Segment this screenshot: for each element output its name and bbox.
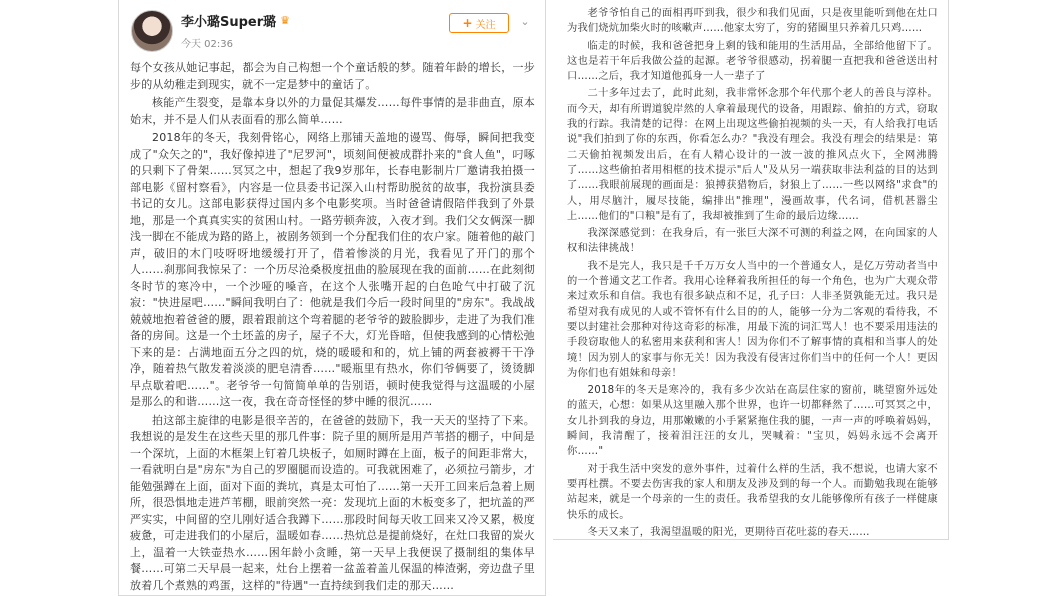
post-paragraph: 2018年的冬天，我刻骨铭心，网络上那铺天盖地的谩骂、侮辱，瞬间把我变成了"众矢之的"，我好像掉进了"尼罗河"，顷刻间便被成群扑来的"食人鱼"，叼啄的只剩下了骨架……冥冥之中，想起了我9岁那年，长春电影制片厂邀请我拍摄一部电影《留村察看》，内容是一位县委书记深入山村帮助脱贫的故事，我扮演县委书记的女儿。这部电影获得过国内多个电影奖项。当时爸爸请假陪伴我到了外景地，那是一个真真实实的贫困山村。一路劳顿奔波，入夜才到。我们父女俩深一脚浅一脚在不能成为路的路上，被剧务领到一个分配我们住的农户家。随着他的敲门声，破旧的木门吱呀呀地缓缓打开了，借着惨淡的月光，我看见了开门的那个人……刹那间我惊呆了：一个历尽沧桑极度扭曲的脸展现在我的面前……在此刻彻冬时节的寒冷中，一个沙哑的嗓音，在这个人张嘴开起的白色呛气中打破了沉寂："快进屋吧……"瞬间我明白了：他就是我们今后一段时间里的"房东"。我战战兢兢地抱着爸爸的腰，跟着跟前这个弯着腿的老爷爷的跛脸脚步，走进了为我们准备的房间。这是一个土坯盖的房子，屋子不大，灯光昏暗，但使我感到的心情松弛下来的是：占满地面五分之四的炕，烧的暖暖和和的，炕上铺的两套被褥干干净净，随着热气散发着淡淡的肥皂清香……"暖瓶里有热水，你们爷俩要了，烫烫脚早点歇着吧……"。老爷爷一句简简单单的告别语，顿时使我觉得与这温暖的小屋是那么的和谐……这一夜，我在奇奇怪怪的梦中睡的很沉……: [130, 131, 535, 408]
post-paragraph: 二十多年过去了，此时此刻，我非常怀念那个年代那个老人的善良与淳朴。而今天，却有所谓道貌岸然的人拿着最现代的设备，用跟踪、偷拍的方式，窃取我的行踪。我清楚的记得：在网上出现这些偷拍视频的头一天，有人给我打电话说"我们拍到了你的东西，你看怎么办？"我没有理会。我没有理会的结果是：第二天偷拍视频发出后，在有人精心设计的一波一波的推风点火下，全网沸腾了……这些偷拍者用相框的技术提示"后人"及从另一端获取非法利益的目的达到了……我眼前展现的画面是：狼搏获猎物后，豺狼上了……一些以网络"求食"的人，用尽脑汁，履尽技能，编排出"推理"，漫画故事，代名词，借机甚嚣尘上……他们的"口粮"是有了，我却被推到了生命的最后边缘……: [567, 87, 938, 222]
chevron-down-icon[interactable]: ⌄: [520, 14, 530, 28]
post-paragraph: 拍这部主旋律的电影是很辛苦的，在爸爸的鼓励下，我一天天的坚持了下来。我想说的是发生在这些天里的那几件事：院子里的厕所是用芦苇搭的棚子，中间是一个深坑，上面的木框架上钉着几块板子，如厕时蹲在上面，板子的间距非常大，一看就明白是"房东"为自己的罗圈腿而设造的。可我就困难了，必须拉弓箭步，才能勉强蹲在上面，面对下面的粪坑，真是太可怕了……第一天开工回来后急着上厕所，很恐惧地走进芦苇棚，眼前突然一亮：发现坑上面的木板变多了，把坑盖的严严实实，中间留的空儿刚好适合我蹲下……那段时间每天收工回来又冷又累，极度疲惫，可走进我们的小屋后，温暖如春……热炕总是提前烧好，在灶口我留的炭火上，温着一大铁壶热水……困年龄小贪睡，第一天早上我便误了摄制组的集体早餐……可第二天早晨一起来，灶台上摆着一盆盖着盖儿保温的棒渣粥，旁边盘子里放着几个煮熟的鸡蛋，这样的"待遇"一直持续到我们走的那天……: [130, 413, 535, 592]
author-name[interactable]: [181, 11, 290, 30]
post-body-left: [119, 60, 545, 594]
crown-icon: ♛: [280, 14, 291, 27]
post-time[interactable]: 今天 02:36: [181, 39, 233, 50]
post-body-right: [553, 0, 948, 540]
post-paragraph: 对于我生活中突发的意外事件，过着什么样的生活，我不想说，也请大家不要再杜撰。不要去伤害我的家人和朋友及涉及到的每一个人。而勤勉我现在能够站起来，就是一个母亲的一生的责任。我希望我的女儿能够像所有孩子一样健康快乐的成长。: [567, 462, 938, 521]
plus-icon: +: [462, 16, 473, 30]
post-column-right: [553, 0, 949, 540]
post-paragraph: 临走的时候，我和爸爸把身上剩的钱和能用的生活用品，全部给他留下了。这也是若干年后我做公益的起源。老爷爷很感动，拐着腿一直把我和爸爸送出村口……之后，我才知道他孤身一人一辈子了: [567, 39, 938, 83]
follow-label: 关注: [475, 19, 496, 31]
follow-button[interactable]: [449, 13, 509, 33]
post-paragraph: 每个女孩从她记事起，都会为自己构想一个个童话般的梦。随着年龄的增长，一步步的从幼稚走到现实，就不一定是梦中的童话了。: [130, 61, 535, 91]
post-paragraph: 老爷爷怕自己的面相再吓到我，很少和我们见面，只是夜里能听到他在灶口为我们烧炕加柴火时的咳嗽声……他家太穷了，穷的猪圈里只养着几只鸡……: [567, 7, 938, 35]
post-paragraph: 我深深感觉到：在我身后，有一张巨大深不可测的利益之网，在向国家的人权和法律挑战！: [567, 227, 938, 255]
post-column-left: [118, 0, 546, 596]
post-paragraph: 我不是完人，我只是千千万万女人当中的一个普通女人，是亿万劳动者当中的一个普通文艺工作者。我用心诠释着我所担任的每一个角色，也为广大观众带来过欢乐和自信。我也有很多缺点和不足，孔子曰：人非圣贤孰能无过。我只是希望对我有成见的人或不管怀有什么目的的人，能够一分为二客观的看待我，不要以封建社会那种对待这奇彩的标准，用最下流的词汇骂人！也不要采用违法的手段窃取他人的私密用来获利和害人！因为你们不了解事情的真相和当事人的处境！因为别人的家事与你无关！因为我没有侵害过你们当中的任何一个人！更因为你们也有姐妹和母亲！: [567, 259, 938, 379]
author-avatar[interactable]: [131, 10, 173, 52]
post-paragraph: 2018年的冬天是寒冷的，我有多少次站在高层住家的窗前，眺望窗外远处的蓝天，心想：如果从这里融入那个世界，也许一切都释然了……可冥冥之中，女儿扑到我的身边，用那嫩嫩的小手紧紧拖住我的腿，一声一声的呼唤着妈妈，瞬间，我清醒了，接着泪汪汪的女儿，哭喊着："宝贝，妈妈永远不会离开你……": [567, 384, 938, 458]
post-paragraph: 核能产生裂变，是靠本身以外的力量促其爆发……每件事情的是非曲直，原本始末，并不是人们从表面看的那么简单……: [130, 96, 535, 126]
author-name-text[interactable]: 李小璐Super璐: [181, 15, 277, 30]
post-paragraph: 冬天又来了，我渴望温暖的阳光，更期待百花吐蕊的春天……: [587, 525, 870, 538]
post-header: [119, 0, 545, 60]
